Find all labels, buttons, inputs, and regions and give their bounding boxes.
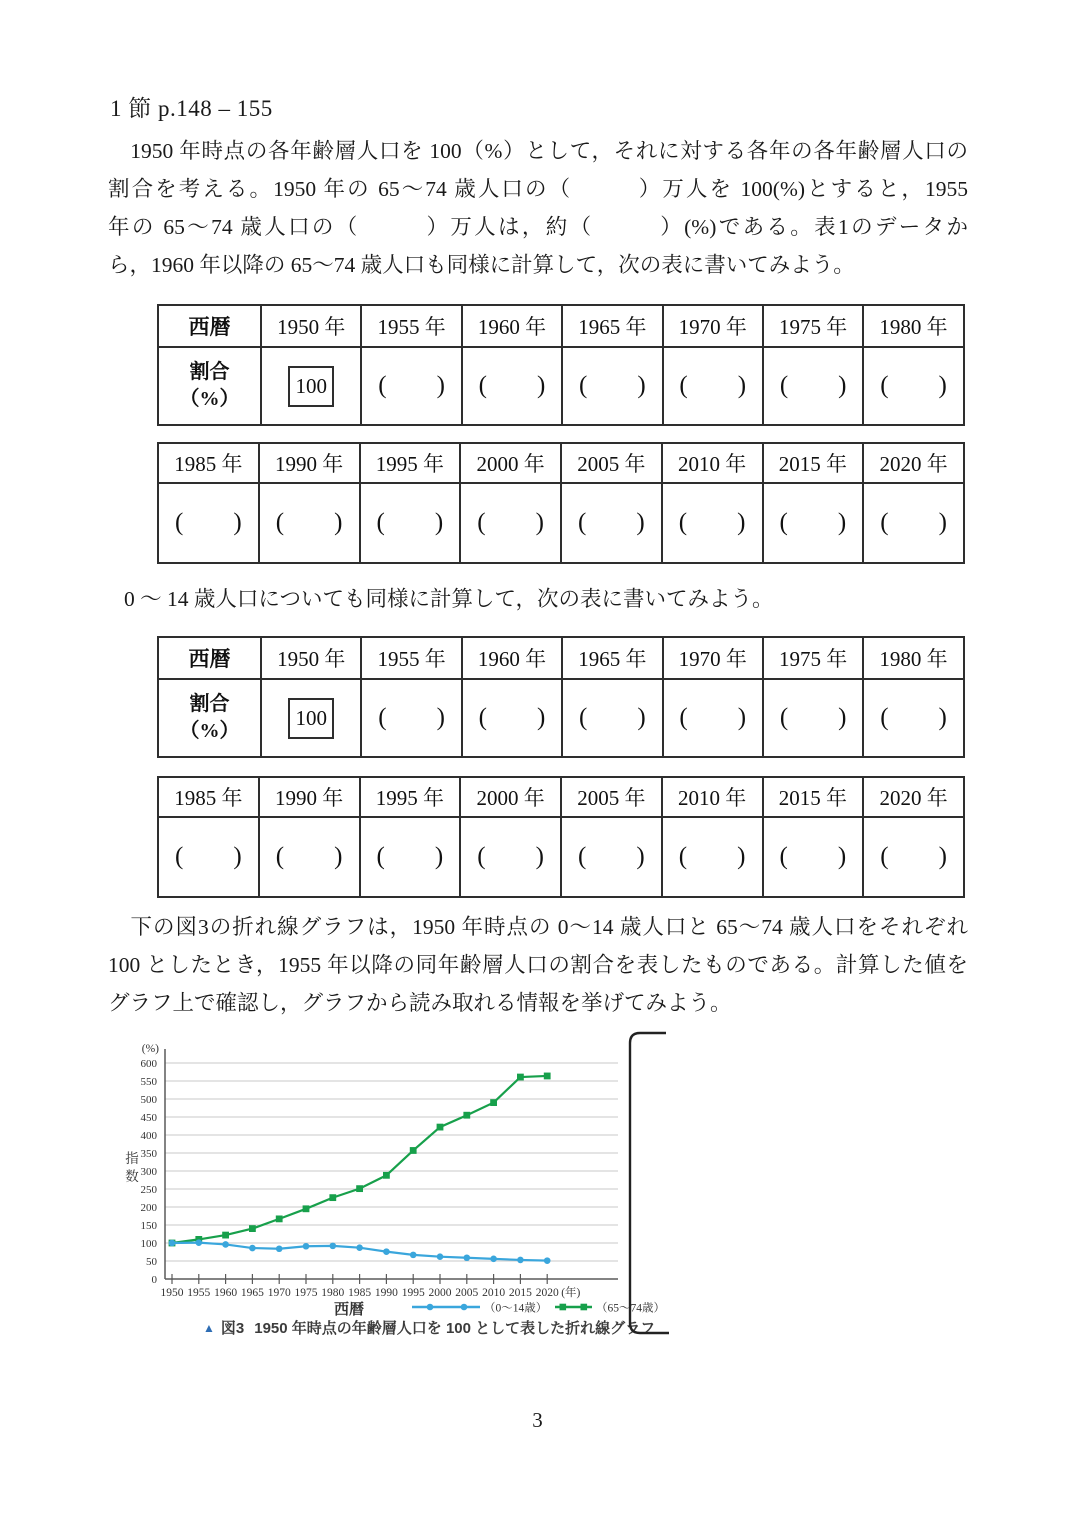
series-marker-circle bbox=[169, 1240, 176, 1247]
year-header-cell: 1990 年 bbox=[259, 777, 360, 817]
series-marker-square bbox=[222, 1232, 229, 1239]
x-tick-label: 2010 bbox=[482, 1287, 506, 1299]
paragraph-line: ら，1960 年以降の 65〜74 歳人口も同様に計算して，次の表に書いてみよう。 bbox=[108, 253, 855, 277]
blank-parentheses: ( ) bbox=[679, 704, 747, 731]
blank-answer-cell bbox=[763, 483, 864, 563]
year-label-header-cell: 西暦 bbox=[158, 305, 261, 347]
series-marker-square bbox=[356, 1185, 363, 1192]
y-axis-title: 指数 bbox=[125, 1151, 139, 1184]
blank-answer-cell bbox=[763, 817, 864, 897]
year-header-cell: 1965 年 bbox=[562, 637, 662, 679]
year-header-cell: 2015 年 bbox=[763, 777, 864, 817]
year-header-cell: 2000 年 bbox=[460, 443, 561, 483]
y-tick-label: 300 bbox=[140, 1166, 157, 1178]
blank-answer-cell bbox=[259, 483, 360, 563]
boxed-base-value: 100 bbox=[288, 698, 334, 739]
series-marker-circle bbox=[222, 1241, 229, 1248]
blank-parentheses: ( ) bbox=[678, 843, 746, 870]
caption-text: 1950 年時点の年齢層人口を 100 として表した折れ線グラフ bbox=[254, 1320, 656, 1337]
row-label-line: （%） bbox=[179, 720, 240, 742]
series-marker-circle bbox=[249, 1245, 256, 1252]
table-header-row bbox=[158, 777, 964, 817]
x-tick-label: 2020 bbox=[535, 1287, 559, 1299]
year-header-cell: 2020 年 bbox=[863, 777, 964, 817]
blank-answer-cell bbox=[360, 483, 461, 563]
blank-parentheses: ( ) bbox=[275, 509, 343, 536]
blank-parentheses: ( ) bbox=[376, 843, 444, 870]
x-tick-label: 2005 bbox=[455, 1287, 479, 1299]
blank-answer-cell bbox=[662, 483, 763, 563]
blank-parentheses: ( ) bbox=[779, 704, 847, 731]
series-marker-circle bbox=[544, 1257, 551, 1264]
series-marker-square bbox=[463, 1112, 470, 1119]
blank-answer-cell bbox=[462, 347, 562, 425]
year-header-cell: 2005 年 bbox=[561, 443, 662, 483]
table-header-row bbox=[158, 637, 964, 679]
blank-parentheses: ( ) bbox=[578, 843, 645, 870]
year-header-cell: 1985 年 bbox=[158, 777, 259, 817]
ratio-table-65-74-years-1985-2020 bbox=[157, 442, 965, 564]
table-header-row bbox=[158, 305, 964, 347]
series-marker-circle bbox=[196, 1239, 203, 1246]
blank-answer-cell bbox=[863, 347, 963, 425]
year-header-cell: 1975 年 bbox=[763, 637, 863, 679]
year-header-cell: 1975 年 bbox=[763, 305, 863, 347]
series-marker-square bbox=[544, 1073, 551, 1080]
paragraph-line: 1950 年時点の各年齢層人口を 100（%）として，それに対する各年の各年齢層人口の bbox=[108, 139, 968, 163]
year-header-cell: 1950 年 bbox=[261, 637, 361, 679]
section-header: 1 節 p.148 – 155 bbox=[110, 96, 273, 121]
y-tick-label: 250 bbox=[140, 1184, 157, 1196]
series-marker-square bbox=[276, 1215, 283, 1222]
chart-intro-paragraph bbox=[108, 908, 968, 1022]
blank-parentheses: ( ) bbox=[779, 372, 847, 399]
blank-answer-cell bbox=[360, 817, 461, 897]
legend-label-0-14: （0〜14歳） bbox=[484, 1302, 548, 1315]
x-tick-label: 1955 bbox=[187, 1287, 211, 1299]
blank-answer-cell bbox=[361, 347, 461, 425]
series-marker-circle bbox=[383, 1248, 390, 1255]
year-header-cell: 2000 年 bbox=[460, 777, 561, 817]
x-tick-label: 2000 bbox=[428, 1287, 452, 1299]
year-header-cell: 1995 年 bbox=[360, 443, 461, 483]
series-marker-square bbox=[490, 1099, 497, 1106]
blank-parentheses: ( ) bbox=[579, 372, 646, 399]
base-value-cell bbox=[261, 347, 361, 425]
blank-answer-cell bbox=[562, 679, 662, 757]
y-tick-label: 400 bbox=[140, 1130, 157, 1142]
x-tick-label: 1995 bbox=[401, 1287, 425, 1299]
ratio-table-0-14-years-1985-2020 bbox=[157, 776, 965, 898]
blank-parentheses: ( ) bbox=[477, 509, 544, 536]
series-marker-circle bbox=[437, 1253, 444, 1260]
blank-answer-cell bbox=[460, 483, 561, 563]
series-marker-square bbox=[383, 1172, 390, 1179]
legend-marker-square bbox=[560, 1304, 567, 1311]
table-data-row bbox=[158, 817, 964, 897]
blank-parentheses: ( ) bbox=[880, 509, 947, 536]
blank-answer-cell bbox=[158, 483, 259, 563]
year-header-cell: 1960 年 bbox=[462, 305, 562, 347]
year-header-cell: 1950 年 bbox=[261, 305, 361, 347]
y-tick-label: 600 bbox=[140, 1058, 157, 1070]
series-marker-circle bbox=[410, 1252, 417, 1259]
table-data-row bbox=[158, 347, 964, 425]
year-header-cell: 1980 年 bbox=[863, 637, 963, 679]
year-header-cell: 1955 年 bbox=[361, 637, 461, 679]
x-tick-label: 2015 bbox=[508, 1287, 532, 1299]
y-unit-label: (%) bbox=[141, 1043, 159, 1055]
year-header-cell: 1970 年 bbox=[663, 637, 763, 679]
blank-parentheses: ( ) bbox=[376, 509, 444, 536]
series-marker-square bbox=[249, 1225, 256, 1232]
blank-parentheses: ( ) bbox=[679, 372, 747, 399]
y-tick-label: 550 bbox=[140, 1076, 157, 1088]
series-marker-circle bbox=[464, 1254, 471, 1261]
series-marker-square bbox=[303, 1205, 310, 1212]
blank-parentheses: ( ) bbox=[880, 372, 947, 399]
base-value-cell bbox=[261, 679, 361, 757]
year-header-cell: 1985 年 bbox=[158, 443, 259, 483]
blank-answer-cell bbox=[863, 817, 964, 897]
blank-answer-cell bbox=[259, 817, 360, 897]
y-tick-label: 100 bbox=[140, 1238, 157, 1250]
table-header-row bbox=[158, 443, 964, 483]
y-tick-label: 150 bbox=[140, 1220, 157, 1232]
paragraph-line: 100 としたとき，1955 年以降の同年齢層人口の割合を表したものである。計算した値を bbox=[108, 953, 968, 977]
blank-parentheses: ( ) bbox=[378, 372, 445, 399]
paragraph-line: 下の図3の折れ線グラフは，1950 年時点の 0〜14 歳人口と 65〜74 歳人口をそれぞれ bbox=[108, 915, 968, 939]
row-label-line: 割合 bbox=[189, 693, 230, 715]
blank-parentheses: ( ) bbox=[378, 704, 445, 731]
page-number: 3 bbox=[532, 1408, 543, 1432]
line-chart-svg bbox=[112, 1036, 672, 1316]
intro-paragraph bbox=[108, 132, 968, 284]
series-marker-circle bbox=[303, 1243, 310, 1250]
table-data-row bbox=[158, 679, 964, 757]
year-header-cell: 1980 年 bbox=[863, 305, 963, 347]
series-marker-circle bbox=[330, 1243, 337, 1250]
legend-label-65-74: （65〜74歳） bbox=[596, 1302, 665, 1315]
y-tick-label: 200 bbox=[140, 1202, 157, 1214]
blank-answer-cell bbox=[462, 679, 562, 757]
series-marker-circle bbox=[517, 1257, 524, 1264]
blank-answer-cell bbox=[562, 347, 662, 425]
blank-parentheses: ( ) bbox=[579, 704, 646, 731]
blank-parentheses: ( ) bbox=[880, 843, 947, 870]
series-marker-square bbox=[437, 1124, 444, 1131]
blank-answer-cell bbox=[460, 817, 561, 897]
blank-answer-cell bbox=[763, 347, 863, 425]
blank-answer-cell bbox=[561, 817, 662, 897]
x-tick-label: 1975 bbox=[294, 1287, 318, 1299]
blank-parentheses: ( ) bbox=[275, 843, 343, 870]
y-tick-label: 350 bbox=[140, 1148, 157, 1160]
year-header-cell: 1995 年 bbox=[360, 777, 461, 817]
blank-answer-cell bbox=[763, 679, 863, 757]
blank-parentheses: ( ) bbox=[578, 509, 645, 536]
x-tick-label: 1960 bbox=[214, 1287, 238, 1299]
series-marker-square bbox=[329, 1194, 336, 1201]
year-header-cell: 2020 年 bbox=[863, 443, 964, 483]
year-header-cell: 2015 年 bbox=[763, 443, 864, 483]
blank-parentheses: ( ) bbox=[478, 704, 546, 731]
year-header-cell: 2005 年 bbox=[561, 777, 662, 817]
series-marker-square bbox=[410, 1147, 417, 1154]
blank-answer-cell bbox=[561, 483, 662, 563]
blank-parentheses: ( ) bbox=[477, 843, 544, 870]
blank-answer-cell bbox=[863, 483, 964, 563]
blank-parentheses: ( ) bbox=[478, 372, 546, 399]
ratio-table-0-14-years-1950-1980 bbox=[157, 636, 965, 758]
x-tick-label: 1970 bbox=[267, 1287, 291, 1299]
blank-parentheses: ( ) bbox=[779, 509, 847, 536]
blank-parentheses: ( ) bbox=[779, 843, 847, 870]
blank-answer-cell bbox=[662, 817, 763, 897]
blank-answer-cell bbox=[361, 679, 461, 757]
line-chart-figure3 bbox=[112, 1036, 672, 1316]
ratio-table-65-74-years-1950-1980 bbox=[157, 304, 965, 426]
year-header-cell: 2010 年 bbox=[662, 443, 763, 483]
x-tick-label: 1950 bbox=[160, 1287, 184, 1299]
answer-bracket bbox=[624, 1030, 674, 1338]
year-header-cell: 2010 年 bbox=[662, 777, 763, 817]
row-label-line: （%） bbox=[179, 388, 240, 410]
blank-parentheses: ( ) bbox=[175, 843, 242, 870]
paragraph-line: 割合を考える。1950 年の 65〜74 歳人口の（ ）万人を 100(%)とすると，1955 bbox=[108, 177, 968, 201]
legend-marker-circle bbox=[461, 1304, 468, 1311]
row-label-line: 割合 bbox=[189, 361, 230, 383]
figure3-caption bbox=[203, 1317, 655, 1338]
x-tick-label: 1980 bbox=[321, 1287, 345, 1299]
series-marker-circle bbox=[276, 1245, 283, 1252]
series-marker-circle bbox=[356, 1244, 363, 1251]
year-header-cell: 1960 年 bbox=[462, 637, 562, 679]
legend-marker-square bbox=[581, 1304, 588, 1311]
blank-parentheses: ( ) bbox=[880, 704, 947, 731]
legend-marker-circle bbox=[427, 1304, 434, 1311]
year-header-cell: 1965 年 bbox=[562, 305, 662, 347]
y-tick-label: 450 bbox=[140, 1112, 157, 1124]
x-unit-label: (年) bbox=[561, 1287, 581, 1299]
boxed-base-value: 100 bbox=[288, 366, 334, 407]
series-marker-square bbox=[517, 1074, 524, 1081]
row-label-cell bbox=[158, 347, 261, 425]
y-tick-label: 500 bbox=[140, 1094, 157, 1106]
year-header-cell: 1970 年 bbox=[663, 305, 763, 347]
x-tick-label: 1990 bbox=[374, 1287, 398, 1299]
caption-triangle-icon: ▲ bbox=[203, 1321, 215, 1335]
mid-instruction-text: 0 〜 14 歳人口についても同様に計算して，次の表に書いてみよう。 bbox=[124, 587, 774, 611]
x-tick-label: 1985 bbox=[348, 1287, 372, 1299]
paragraph-line: 年の 65〜74 歳人口の（ ）万人は，約（ ）(%)である。表1のデータか bbox=[108, 215, 968, 239]
blank-answer-cell bbox=[863, 679, 963, 757]
blank-answer-cell bbox=[158, 817, 259, 897]
table-data-row bbox=[158, 483, 964, 563]
year-header-cell: 1955 年 bbox=[361, 305, 461, 347]
x-tick-label: 1965 bbox=[240, 1287, 264, 1299]
blank-answer-cell bbox=[663, 347, 763, 425]
y-tick-label: 50 bbox=[146, 1256, 157, 1268]
year-label-header-cell: 西暦 bbox=[158, 637, 261, 679]
year-header-cell: 1990 年 bbox=[259, 443, 360, 483]
paragraph-line: グラフ上で確認し，グラフから読み取れる情報を挙げてみよう。 bbox=[108, 991, 732, 1015]
blank-parentheses: ( ) bbox=[678, 509, 746, 536]
y-tick-label: 0 bbox=[151, 1274, 157, 1286]
bracket-path bbox=[630, 1033, 669, 1333]
blank-answer-cell bbox=[663, 679, 763, 757]
caption-figure-number: 図3 bbox=[220, 1320, 245, 1337]
x-axis-title: 西暦 bbox=[333, 1302, 365, 1318]
row-label-cell bbox=[158, 679, 261, 757]
series-marker-circle bbox=[490, 1256, 497, 1263]
blank-parentheses: ( ) bbox=[175, 509, 242, 536]
